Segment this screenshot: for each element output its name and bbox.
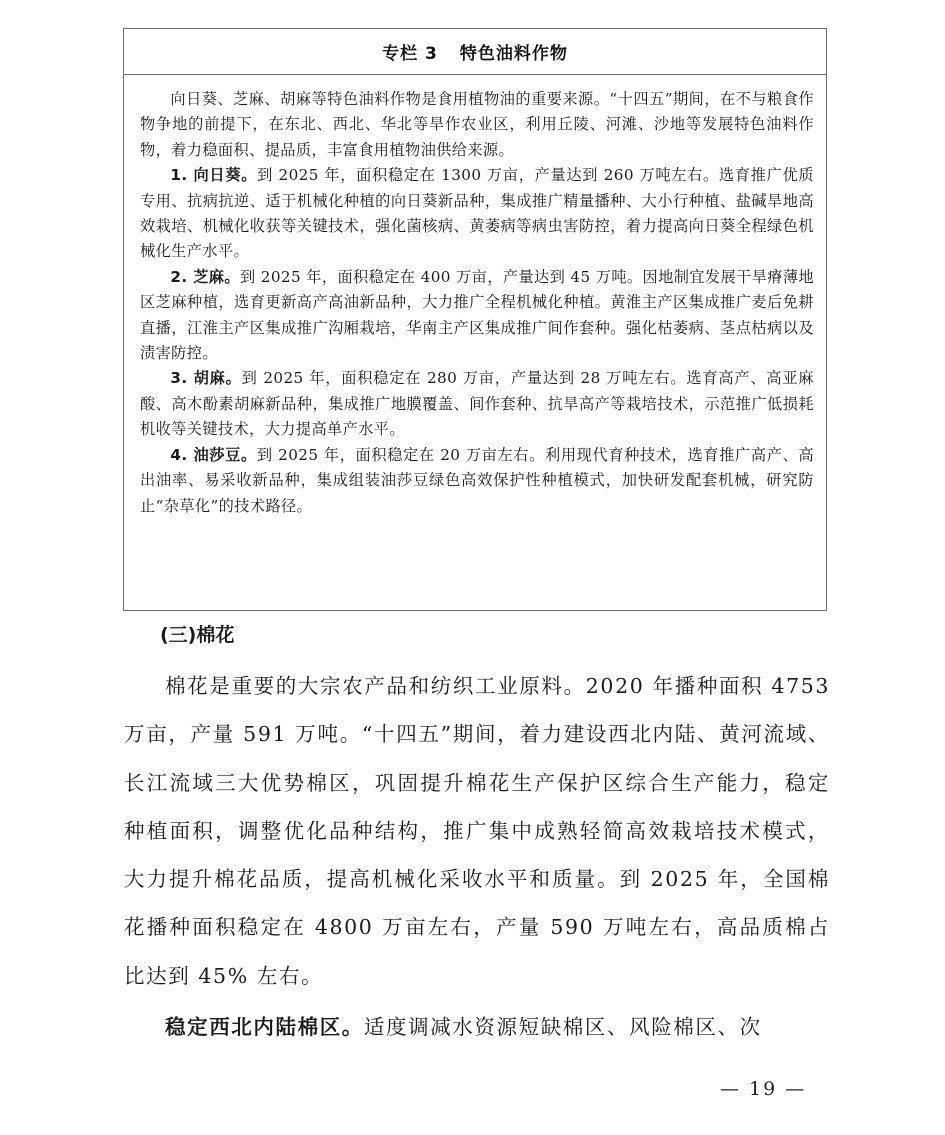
paragraph-lead: 稳定西北内陆棉区。 [165, 1015, 364, 1040]
column-title-text: 特色油料作物 [459, 44, 568, 64]
column-item-tiger-nut [140, 443, 814, 519]
item-lead: 4. 油莎豆。 [170, 445, 257, 464]
column-item-sunflower [140, 163, 814, 265]
page-number: — 19 — [720, 1078, 807, 1100]
section-heading: (三)棉花 [160, 624, 235, 646]
column-item-flax [140, 366, 814, 442]
column-intro-paragraph: 向日葵、芝麻、胡麻等特色油料作物是食用植物油的重要来源。“十四五”期间，在不与粮食作物争地的前提下，在东北、西北、华北等旱作农业区，利用丘陵、河滩、沙地等发展特色油料作物，着力稳面积、提品质，丰富食用植物油供给来源。 [140, 90, 814, 159]
body-paragraph: 棉花是重要的大宗农产品和纺织工业原料。2020 年播种面积 4753 万亩，产量 591 万吨。“十四五”期间，着力建设西北内陆、黄河流域、长江流域三大优势棉区，巩固提升棉花生产保护区综合生产能力，稳定种植面积，调整优化品种结构，推广集中成熟轻简高效栽培技术模式，大力提升棉花品质，提高机械化采收水平和质量。到 2025 年，全国棉花播种面积稳定在 4800 万亩左右，产量 590 万吨左右，高品质棉占比达到 45% 左右。 [124, 674, 830, 988]
item-lead: 3. 胡麻。 [170, 369, 242, 388]
paragraph-text: 适度调减水资源短缺棉区、风险棉区、次 [363, 1015, 762, 1040]
special-column-box [123, 28, 827, 611]
item-text: 到 2025 年，面积稳定在 1300 万亩，产量达到 260 万吨左右。选育推广优质专用、抗病抗逆、适于机械化种植的向日葵新品种，集成推广精量播种、大小行种植、盐碱旱地高效栽培、机械化收获等关键技术，强化菌核病、黄萎病等病虫害防控，着力提高向日葵全程绿色机械化生产水平。 [140, 166, 814, 261]
main-text [124, 618, 830, 1051]
item-text: 到 2025 年，面积稳定在 20 万亩左右。利用现代育种技术，选育推广高产、高出油率、易采收新品种，集成组装油莎豆绿色高效保护性种植模式，加快研发配套机械，研究防止“杂草化”的技术路径。 [140, 445, 814, 515]
column-item-sesame [140, 265, 814, 367]
item-lead: 2. 芝麻。 [170, 267, 240, 286]
body-paragraph [124, 1003, 830, 1051]
item-text: 到 2025 年，面积稳定在 400 万亩，产量达到 45 万吨。因地制宜发展干旱瘠薄地区芝麻种植，选育更新高产高油新品种，大力推广全程机械化种植。黄淮主产区集成推广麦后免耕直播，江淮主产区集成推广沟厢栽培，华南主产区集成推广间作套种。强化枯萎病、茎点枯病以及渍害防控。 [140, 267, 814, 363]
special-column-body [124, 75, 826, 519]
item-lead: 1. 向日葵。 [170, 166, 258, 185]
special-column-title [124, 29, 826, 75]
column-number: 专栏 3 [382, 44, 438, 64]
item-text: 到 2025 年，面积稳定在 280 万亩，产量达到 28 万吨左右。选育高产、高亚麻酸、高木酚素胡麻新品种，集成推广地膜覆盖、间作套种、抗旱高产等栽培技术，示范推广低损耗机收等关键技术，大力提高单产水平。 [140, 369, 814, 439]
